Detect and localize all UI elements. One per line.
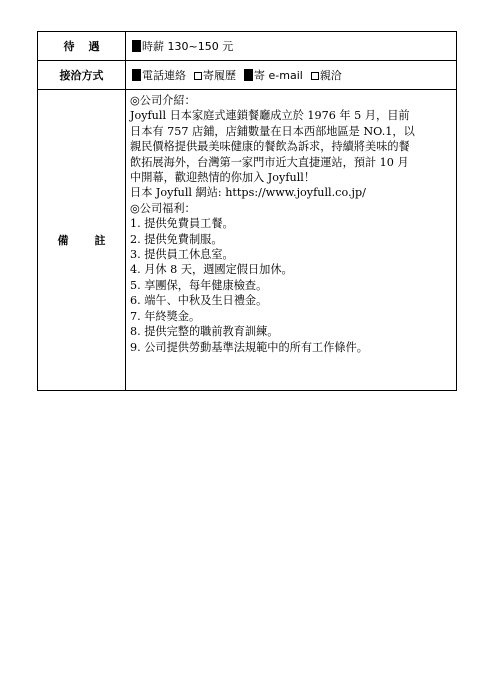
job-info-table bbox=[37, 31, 457, 391]
contact-row bbox=[38, 61, 457, 90]
intro-line: Joyfull 日本家庭式連鎖餐廳成立於 1976 年 5 月，目前 bbox=[130, 109, 410, 123]
welfare-heading: ◎公司福利： bbox=[130, 201, 196, 215]
welfare-item: 7. 年終獎金。 bbox=[130, 309, 201, 323]
notes-label: 備註 bbox=[57, 234, 132, 247]
contact-option-label: 寄 e-mail bbox=[254, 69, 303, 82]
salary-value: 時薪 130~150 元 bbox=[142, 40, 234, 53]
contact-option bbox=[132, 69, 186, 82]
welfare-item: 8. 提供完整的職前教育訓練。 bbox=[130, 325, 279, 339]
contact-option bbox=[311, 69, 342, 82]
welfare-item: 1. 提供免費員工餐。 bbox=[130, 217, 234, 231]
contact-options-cell bbox=[126, 61, 457, 90]
contact-label-cell bbox=[38, 61, 126, 90]
welfare-item: 9. 公司提供勞動基準法規範中的所有工作條件。 bbox=[130, 340, 368, 354]
notes-content-cell bbox=[126, 90, 457, 391]
intro-heading: ◎公司介紹： bbox=[130, 94, 196, 107]
notes-row bbox=[38, 90, 457, 391]
salary-value-cell bbox=[126, 32, 457, 61]
welfare-item: 2. 提供免費制服。 bbox=[130, 232, 223, 246]
welfare-list bbox=[130, 216, 452, 355]
welfare-item: 6. 端午、中秋及生日禮金。 bbox=[130, 294, 268, 308]
contact-option-label: 電話連絡 bbox=[142, 69, 186, 82]
unchecked-box-icon bbox=[311, 72, 319, 80]
checked-box-icon bbox=[244, 69, 253, 81]
notes-label-cell bbox=[38, 90, 132, 391]
contact-option-label: 寄履歷 bbox=[203, 69, 236, 82]
intro-line: 中開幕，歡迎熱情的你加入 Joyfull！ bbox=[130, 171, 316, 185]
welfare-item: 4. 月休 8 天，週國定假日加休。 bbox=[130, 263, 293, 277]
welfare-item: 3. 提供員工休息室。 bbox=[130, 248, 234, 262]
contact-option bbox=[244, 69, 303, 82]
salary-row bbox=[38, 32, 457, 61]
intro-text bbox=[130, 108, 452, 200]
contact-option-label: 親洽 bbox=[319, 69, 342, 82]
unchecked-box-icon bbox=[194, 72, 202, 80]
salary-label-cell bbox=[38, 32, 126, 61]
welfare-item: 5. 享團保，每年健康檢查。 bbox=[130, 278, 268, 292]
checked-box-icon bbox=[132, 69, 141, 81]
contact-option bbox=[194, 69, 236, 82]
intro-line: 日本 Joyfull 網站: https://www.joyfull.co.jp/ bbox=[130, 186, 366, 200]
salary-label: 待遇 bbox=[63, 40, 114, 53]
checked-box-icon bbox=[132, 40, 141, 52]
intro-line: 親民價格提供最美味健康的餐飲為訴求，持續將美味的餐 bbox=[130, 140, 410, 154]
contact-label: 接洽方式 bbox=[59, 69, 104, 82]
intro-line: 日本有 757 店鋪，店鋪數量在日本西部地區是 NO.1，以 bbox=[130, 124, 415, 138]
intro-line: 飲拓展海外，台灣第一家門市近大直捷運站，預計 10 月 bbox=[130, 155, 409, 169]
